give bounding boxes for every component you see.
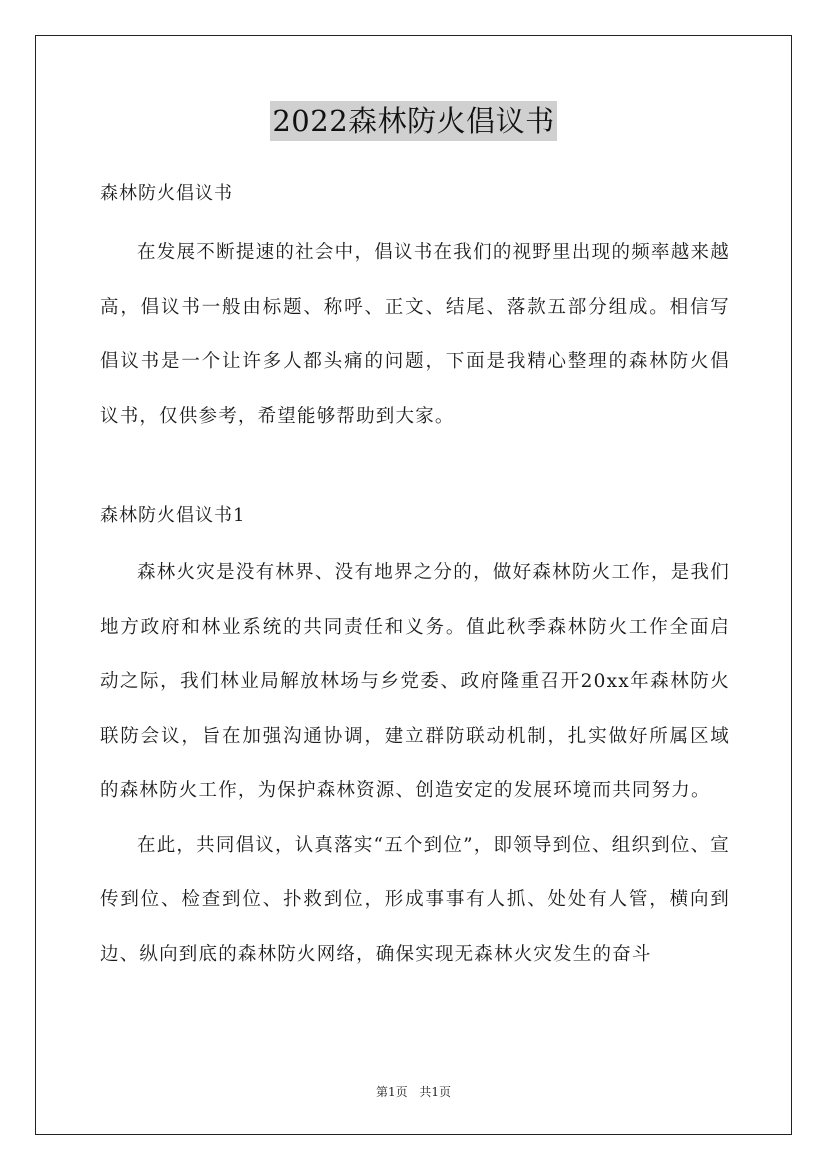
document-body <box>100 172 730 982</box>
body-paragraph-1: 森林火灾是没有林界、没有地界之分的，做好森林防火工作，是我们地方政府和林业系统的共同责任和义务。值此秋季森林防火工作全面启动之际，我们林业局解放林场与乡党委、政府隆重召开20xx年森林防火联防会议，旨在加强沟通协调，建立群防联动机制，扎实做好所属区域的森林防火工作，为保护森林资源、创造安定的发展环境而共同努力。 <box>100 562 730 801</box>
title-container <box>0 101 827 141</box>
page-footer <box>0 1083 827 1100</box>
document-subtitle: 森林防火倡议书 <box>100 183 233 204</box>
body-paragraph-2: 在此，共同倡议，认真落实“五个到位”，即领导到位、组织到位、宣传到位、检查到位、扑救到位，形成事事有人抓、处处有人管，横向到边、纵向到底的森林防火网络，确保实现无森林火灾发生的奋斗 <box>100 834 730 965</box>
intro-paragraph: 在发展不断提速的社会中，倡议书在我们的视野里出现的频率越来越高，倡议书一般由标题、称呼、正文、结尾、落款五部分组成。相信写倡议书是一个让许多人都头痛的问题，下面是我精心整理的森林防火倡议书，仅供参考，希望能够帮助到大家。 <box>100 242 730 427</box>
page-total: 共1页 <box>419 1085 452 1099</box>
page-number: 第1页 <box>375 1085 408 1099</box>
document-title: 2022森林防火倡议书 <box>270 101 556 141</box>
section-heading: 森林防火倡议书1 <box>100 505 246 526</box>
